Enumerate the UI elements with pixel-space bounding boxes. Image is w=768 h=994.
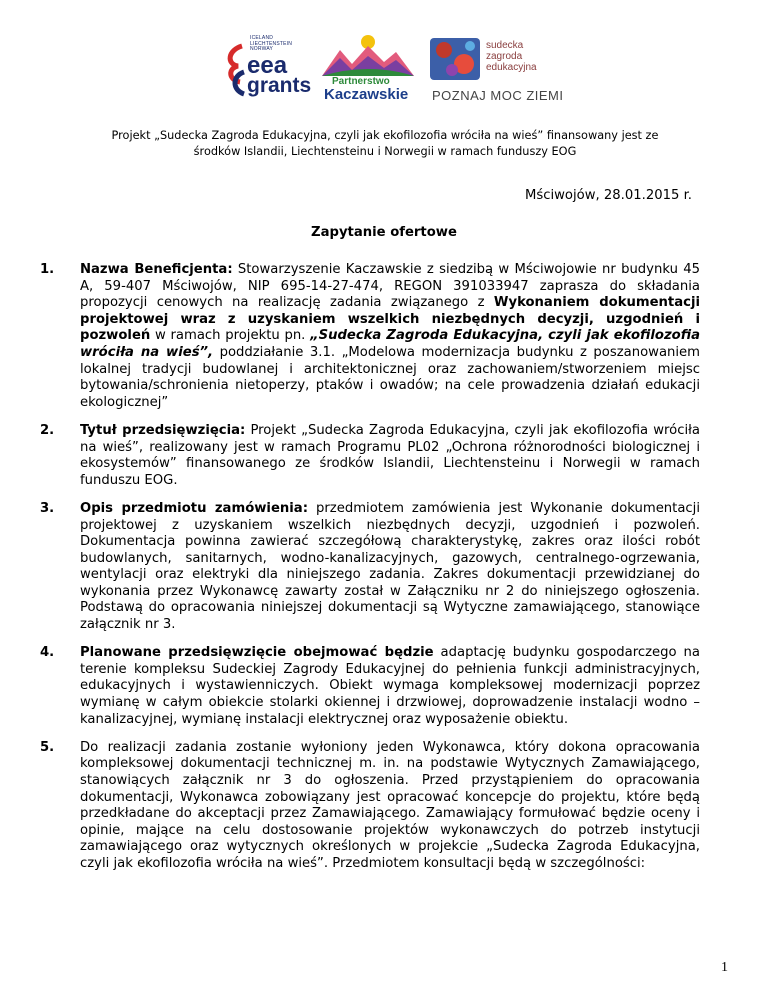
point-label: Tytuł przedsięwzięcia: [80,422,246,438]
points-list [40,262,700,884]
mineral-image-icon [430,38,480,80]
funding-note: Projekt „Sudecka Zagroda Edukacyjna, czyli jak ekofilozofia wróciła na wieś” finansowany jest ze środków Islandii, Liechtensteinu i Norwegii w ramach funduszy EOG [111,129,659,158]
motto: POZNAJ MOC ZIEMI [432,88,564,103]
eea-swirl-icon [222,42,248,98]
point-3: 3. Opis przedmiotu zamówienia: przedmiotem zamówienia jest Wykonanie dokumentacji projektowej z uzyskaniem wszelkich niezbędnych decyzji, uzgodnień i pozwoleń. Dokumentacja powinna zawierać szczegółową charakterystykę, zakres oraz ilości robót budowlanych, sanitarnych, wodno-kanalizacyjnych, gazowych, centralnego-ogrzewania, wentylacji oraz elektryki dla niniejszego zadania. Zakres dokumentacji przewidzianej do wykonania przez Wykonawcę zawarty został w Załączniku nr 2 do niniejszego ogłoszenia. Podstawą do opracowania niniejszej dokumentacji są Wytyczne zamawiającego, stanowiące załącznik nr 3. [40,500,700,633]
eea-countries: ICELAND LIECHTENSTEIN NORWAY [250,35,293,52]
point-5: 5. Do realizacji zadania zostanie wyłoniony jeden Wykonawca, który dokona opracowania kompleksowej dokumentacji technicznej m. in. na podstawie Wytycznych Zamawiającego, stanowiących załącznik nr 3 do ogłoszenia. Przed przystąpieniem do opracowania dokumentacji, Wykonawca zobowiązany jest opracować koncepcje do projektu, które będą przedkładane do akceptacji przez Zamawiającego. Zamawiający formułować będzie oceny i opinie, mające na celu dostosowanie projektów wykonawczych do potrzeb instytucji zamawiającego oraz wytycznych określonych w projekcie „Sudecka Zagroda Edukacyjna, czyli jak ekofilozofia wróciła na wieś”. Przedmiotem konsultacji będą w szczególności: [40,739,700,871]
eea-grants-logo [222,36,314,106]
partnerstwo-kaczawskie-logo [318,32,418,108]
point-label: Planowane przedsięwzięcie obejmować będzie [80,645,434,661]
point-2: 2. Tytuł przedsięwzięcia: Projekt „Sudecka Zagroda Edukacyjna, czyli jak ekofilozofia wróciła na wieś”, realizowany jest w ramach Programu PL02 „Ochrona różnorodności biologicznej i ekosystemów” finansowanego ze środków Islandii, Liechtensteinu i Norwegii w ramach funduszu EOG. [40,422,700,488]
logo-bar [222,28,562,108]
point-label: Opis przedmiotu zamówienia: [80,500,308,516]
partnerstwo-label: Partnerstwo [332,76,390,87]
point-number: 5. [40,739,55,755]
point-1: 1. Nazwa Beneficjenta: Stowarzyszenie Kaczawskie z siedzibą w Mściwojowie nr budynku 45 A, 59-407 Mściwojów, NIP 695-14-27-474, REGON 391033947 zaprasza do składania propozycji cenowych na realizację zadania związanego z Wykonaniem dokumentacji projektowej wraz z uzyskaniem wszelkich niezbędnych decyzji, uzgodnień i pozwoleń w ramach projektu pn. „Sudecka Zagroda Edukacyjna, czyli jak ekofilozofia wróciła na wieś”, poddziałanie 3.1. „Modelowa modernizacja budynku z poszanowaniem lokalnej tradycji budowlanej i architektonicznej oraz zachowaniem/stworzeniem miejsc bytowania/schronienia nietoperzy, ptaków i owadów; na cele prowadzenia działań edukacji ekologicznej” [40,262,701,410]
date-line: Mściwojów, 28.01.2015 r. [524,188,692,203]
document-title: Zapytanie ofertowe [311,225,457,240]
point-4: 4. Planowane przedsięwzięcie obejmować będzie adaptację budynku gospodarczego na terenie kompleksu Sudeckiej Zagrody Edukacyjnej do pełnienia funkcji administracyjnych, edukacyjnych i wystawienniczych. Obiekt wymaga kompleksowej modernizacji poprzez wymianę w całym obiekcie stolarki okiennej i drzwiowej, doprowadzenie instalacji wodno – kanalizacyjnej, wymianę instalacji elektrycznej oraz wyposażenie obiektu. [40,645,700,727]
kaczawskie-label: Kaczawskie [324,86,409,103]
point-number: 3. [40,500,55,516]
sudecka-zagroda-text: sudecka zagroda edukacyjna [486,40,537,73]
grants-word: grants [247,74,312,97]
point-label: Nazwa Beneficjenta: [80,262,233,277]
sudecka-zagroda-logo [430,38,565,108]
point-number: 1. [40,262,55,277]
mountains-icon [318,32,418,78]
point-number: 4. [40,645,55,661]
eea-word: eea [247,52,288,79]
point-number: 2. [40,422,55,438]
page-number: 1 [721,960,728,975]
